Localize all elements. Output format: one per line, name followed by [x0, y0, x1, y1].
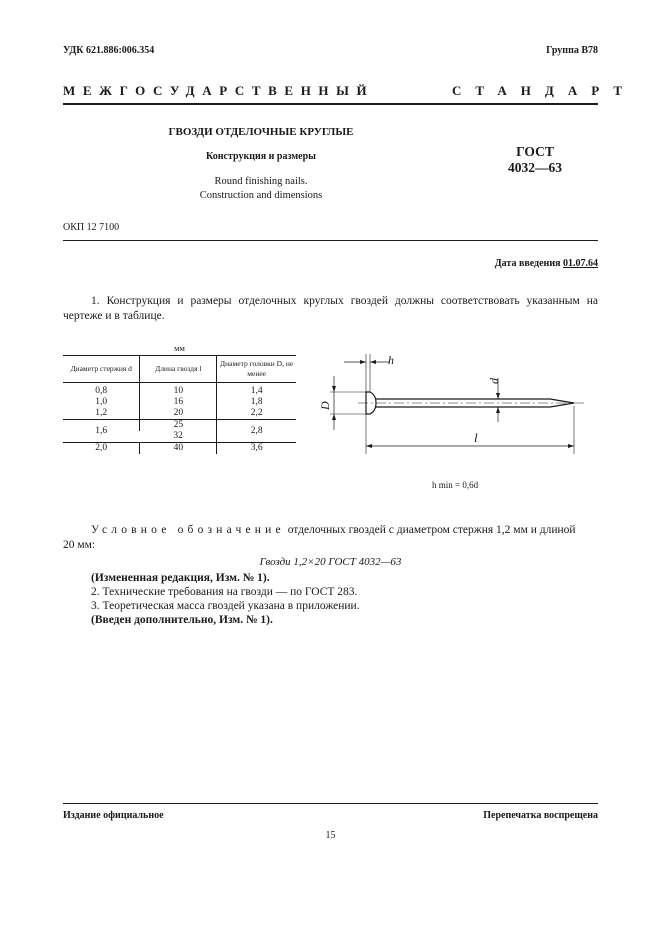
- standard-subtitle: Конструкция и размеры: [206, 151, 316, 162]
- label-l: l: [474, 430, 478, 445]
- cell-d: 1,2: [63, 408, 140, 420]
- table-unit: мм: [174, 343, 185, 353]
- nail-drawing: [318, 350, 590, 460]
- footer-rule: [63, 803, 598, 804]
- cell-D: 1,4: [217, 383, 296, 398]
- gost-number: [480, 144, 590, 176]
- english-title: [63, 175, 459, 203]
- cell-D: 3,6: [217, 443, 296, 455]
- introduction-date-value: 01.07.64: [563, 258, 598, 269]
- cell-l: 40: [140, 443, 217, 455]
- standard-title: ГВОЗДИ ОТДЕЛОЧНЫЕ КРУГЛЫЕ: [168, 126, 354, 138]
- english-title-line2: Construction and dimensions: [199, 190, 323, 201]
- okp-code: ОКП 12 7100: [63, 222, 120, 233]
- designation-text-line2: 20 мм:: [63, 539, 96, 551]
- page-number: 15: [325, 830, 336, 841]
- gost-label: ГОСТ: [516, 144, 554, 159]
- label-d: d: [487, 378, 501, 384]
- cell-d: 1,0: [95, 397, 108, 407]
- label-h: h: [388, 353, 394, 367]
- banner-rule: [63, 103, 598, 105]
- introduction-date-label: Дата введения: [494, 258, 561, 269]
- table-row: [63, 420, 296, 432]
- item-theoretical-mass: 3. Теоретическая масса гвоздей указана в приложении.: [91, 600, 360, 612]
- gost-code: 4032—63: [508, 160, 562, 175]
- designation-text-line1: отделочных гвоздей с диаметром стержня 1,2 мм и длиной: [287, 524, 576, 536]
- cell-l: 16: [140, 397, 217, 408]
- label-D: D: [318, 401, 332, 410]
- dimensions-table: [63, 343, 296, 454]
- designation-formula: Гвозди 1,2×20 ГОСТ 4032—63: [259, 556, 402, 568]
- amendment-note-1: (Измененная редакция, Изм. № 1).: [91, 572, 270, 584]
- reprint-prohibited: Перепечатка воспрещена: [483, 810, 598, 821]
- okp-rule: [63, 240, 598, 241]
- cell-l: 10: [140, 383, 217, 398]
- official-edition: Издание официальное: [63, 810, 164, 821]
- paragraph-construction: 1. Конструкция и размеры отделочных круглых гвоздей должны соответствовать указанным на чертеже и в таблице.: [63, 295, 598, 322]
- designation-paragraph: [63, 523, 598, 553]
- cell-D: 2,8: [217, 420, 296, 443]
- table-row: [63, 397, 296, 408]
- cell-D: 1,8: [217, 397, 296, 408]
- cell-l: 32: [140, 431, 217, 443]
- header-nail-length: Длина гвоздя l: [140, 356, 217, 383]
- h-min-note: h min = 0,6d: [432, 480, 479, 490]
- header-head-diameter: Диаметр головки D, не менее: [217, 356, 296, 383]
- banner-standard: СТАНДАРТ: [452, 83, 637, 98]
- cell-D: 2,2: [217, 408, 296, 420]
- cell-l: 25: [140, 420, 217, 432]
- amendment-note-2: (Введен дополнительно, Изм. № 1).: [91, 614, 273, 626]
- table-row: [63, 408, 296, 420]
- table-row: [63, 383, 296, 398]
- cell-l: 20: [140, 408, 217, 420]
- designation-term: Условное обозначение: [91, 524, 285, 536]
- cell-d: 1,6: [63, 420, 140, 443]
- table-row: [63, 443, 296, 455]
- udk-code: УДК 621.886:006.354: [63, 45, 155, 56]
- header-rod-diameter: Диаметр стержня d: [63, 356, 140, 383]
- cell-d: 2,0: [95, 443, 108, 453]
- introduction-date: [495, 258, 598, 269]
- banner-interstate: МЕЖГОСУДАРСТВЕННЫЙ: [63, 83, 375, 98]
- english-title-line1: Round finishing nails.: [214, 176, 308, 187]
- item-technical-requirements: 2. Технические требования на гвозди — по ГОСТ 283.: [91, 586, 358, 598]
- group-code: Группа В78: [546, 45, 598, 56]
- cell-d: 0,8: [95, 386, 108, 396]
